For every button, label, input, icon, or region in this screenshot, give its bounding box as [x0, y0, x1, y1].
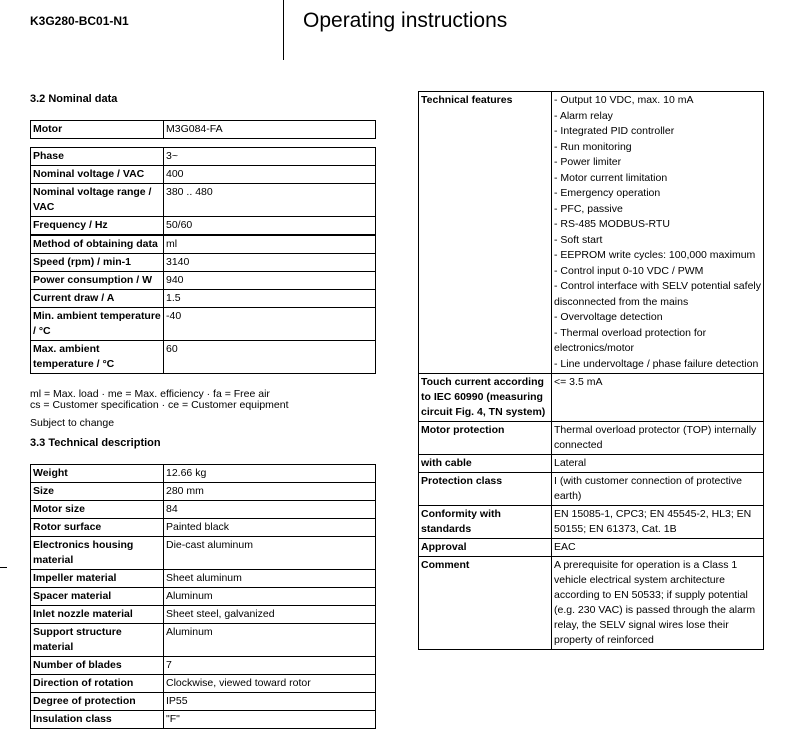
table-row [419, 374, 764, 422]
feature-item: - PFC, passive [554, 202, 623, 215]
table-row [31, 588, 376, 606]
section-heading-nominal: 3.2 Nominal data [30, 93, 118, 105]
technical-features-table [418, 91, 764, 650]
row-label: Rotor surface [31, 519, 164, 537]
row-label: Protection class [419, 473, 552, 506]
page-title: Operating instructions [303, 9, 508, 32]
table-row [31, 236, 376, 254]
row-label: Inlet nozzle material [31, 606, 164, 624]
row-value: 50/60 [164, 217, 376, 235]
table-row [31, 693, 376, 711]
row-value: Die-cast aluminum [164, 537, 376, 570]
row-value: 1.5 [164, 290, 376, 308]
row-label: Min. ambient temperature / °C [31, 308, 164, 341]
table-row [31, 166, 376, 184]
feature-item: - Thermal overload protection for electronics/motor [554, 326, 707, 354]
table-row [31, 624, 376, 657]
row-value: A prerequisite for operation is a Class 1 vehicle electrical system architecture according to EN 50533; if supply potential (e.g. 230 VAC) is passed through the alarm relay, the SELV signal wires lose their property of reinforced [552, 557, 764, 650]
table-row [31, 217, 376, 235]
row-value: 84 [164, 501, 376, 519]
row-label: with cable [419, 455, 552, 473]
table-row [31, 121, 376, 139]
technical-description-table [30, 464, 376, 729]
subject-to-change: Subject to change [30, 417, 115, 429]
table-row [419, 557, 764, 650]
electrical-table [30, 147, 376, 235]
features-list [552, 92, 764, 374]
table-row [31, 501, 376, 519]
row-value: Thermal overload protector (TOP) internally connected [552, 422, 764, 455]
row-value: ml [164, 236, 376, 254]
table-row [31, 657, 376, 675]
table-row [419, 539, 764, 557]
table-row [31, 341, 376, 374]
table-row [419, 506, 764, 539]
feature-item: - Motor current limitation [554, 171, 668, 184]
features-key: Technical features [419, 92, 552, 374]
row-value: 380 .. 480 [164, 184, 376, 217]
table-row [31, 711, 376, 729]
row-label: Touch current according to IEC 60990 (measuring circuit Fig. 4, TN system) [419, 374, 552, 422]
table-row [419, 422, 764, 455]
row-label: Motor [31, 121, 164, 139]
row-value: M3G084-FA [164, 121, 376, 139]
table-row [31, 148, 376, 166]
row-label: Weight [31, 465, 164, 483]
row-value: "F" [164, 711, 376, 729]
row-label: Method of obtaining data [31, 236, 164, 254]
table-row [31, 184, 376, 217]
row-label: Nominal voltage range / VAC [31, 184, 164, 217]
row-value: Painted black [164, 519, 376, 537]
table-row [31, 465, 376, 483]
legend-line-2: cs = Customer specification · ce = Customer equipment [30, 399, 289, 411]
row-value: EN 15085-1, CPC3; EN 45545-2, HL3; EN 50155; EN 61373, Cat. 1B [552, 506, 764, 539]
row-label: Impeller material [31, 570, 164, 588]
row-value: Sheet aluminum [164, 570, 376, 588]
row-value: Sheet steel, galvanized [164, 606, 376, 624]
row-label: Spacer material [31, 588, 164, 606]
table-row [419, 92, 764, 374]
legend-line-1: ml = Max. load · me = Max. efficiency · fa = Free air [30, 388, 270, 400]
feature-item: - EEPROM write cycles: 100,000 maximum [554, 249, 756, 261]
row-value: -40 [164, 308, 376, 341]
feature-item: - Line undervoltage / phase failure detection [554, 357, 759, 370]
row-label: Power consumption / W [31, 272, 164, 290]
row-value: 400 [164, 166, 376, 184]
row-value: 60 [164, 341, 376, 374]
row-label: Comment [419, 557, 552, 650]
table-row [31, 272, 376, 290]
row-value: 7 [164, 657, 376, 675]
row-label: Max. ambient temperature / °C [31, 341, 164, 374]
section-heading-technical: 3.3 Technical description [30, 437, 161, 449]
table-row [31, 570, 376, 588]
feature-item: - Control interface with SELV potential safely disconnected from the mains [554, 280, 761, 308]
row-value: 12.66 kg [164, 465, 376, 483]
row-value: IP55 [164, 693, 376, 711]
row-value: Aluminum [164, 624, 376, 657]
row-label: Support structure material [31, 624, 164, 657]
table-row [31, 290, 376, 308]
row-value: Aluminum [164, 588, 376, 606]
table-row [31, 675, 376, 693]
feature-item: - Output 10 VDC, max. 10 mA [554, 94, 694, 106]
row-label: Motor protection [419, 422, 552, 455]
row-label: Number of blades [31, 657, 164, 675]
feature-item: - Control input 0-10 VDC / PWM [554, 264, 704, 277]
row-label: Nominal voltage / VAC [31, 166, 164, 184]
row-label: Degree of protection [31, 693, 164, 711]
row-value: <= 3.5 mA [552, 374, 764, 422]
row-label: Direction of rotation [31, 675, 164, 693]
row-label: Size [31, 483, 164, 501]
feature-item: - RS-485 MODBUS-RTU [554, 218, 670, 230]
row-value: I (with customer connection of protective earth) [552, 473, 764, 506]
row-label: Approval [419, 539, 552, 557]
row-value: 3140 [164, 254, 376, 272]
row-value: EAC [552, 539, 764, 557]
row-value: 940 [164, 272, 376, 290]
row-label: Motor size [31, 501, 164, 519]
row-value: Lateral [552, 455, 764, 473]
row-label: Insulation class [31, 711, 164, 729]
row-label: Conformity with standards [419, 506, 552, 539]
feature-item: - Overvoltage detection [554, 311, 663, 323]
margin-mark [0, 567, 7, 568]
document-code: K3G280-BC01-N1 [30, 14, 129, 28]
row-label: Speed (rpm) / min-1 [31, 254, 164, 272]
row-label: Frequency / Hz [31, 217, 164, 235]
feature-item: - Alarm relay [554, 109, 613, 122]
table-row [31, 537, 376, 570]
table-row [31, 519, 376, 537]
feature-item: - Power limiter [554, 156, 622, 168]
row-label: Current draw / A [31, 290, 164, 308]
feature-item: - Emergency operation [554, 187, 661, 199]
table-row [31, 308, 376, 341]
motor-table [30, 120, 376, 139]
feature-item: - Integrated PID controller [554, 125, 675, 137]
title-divider [283, 0, 284, 60]
table-row [419, 473, 764, 506]
table-row [419, 455, 764, 473]
row-value: Clockwise, viewed toward rotor [164, 675, 376, 693]
row-label: Electronics housing material [31, 537, 164, 570]
table-row [31, 606, 376, 624]
row-value: 280 mm [164, 483, 376, 501]
table-row [31, 483, 376, 501]
feature-item: - Soft start [554, 233, 603, 246]
table-row [31, 254, 376, 272]
feature-item: - Run monitoring [554, 140, 632, 153]
row-label: Phase [31, 148, 164, 166]
row-value: 3~ [164, 148, 376, 166]
performance-table [30, 235, 376, 374]
